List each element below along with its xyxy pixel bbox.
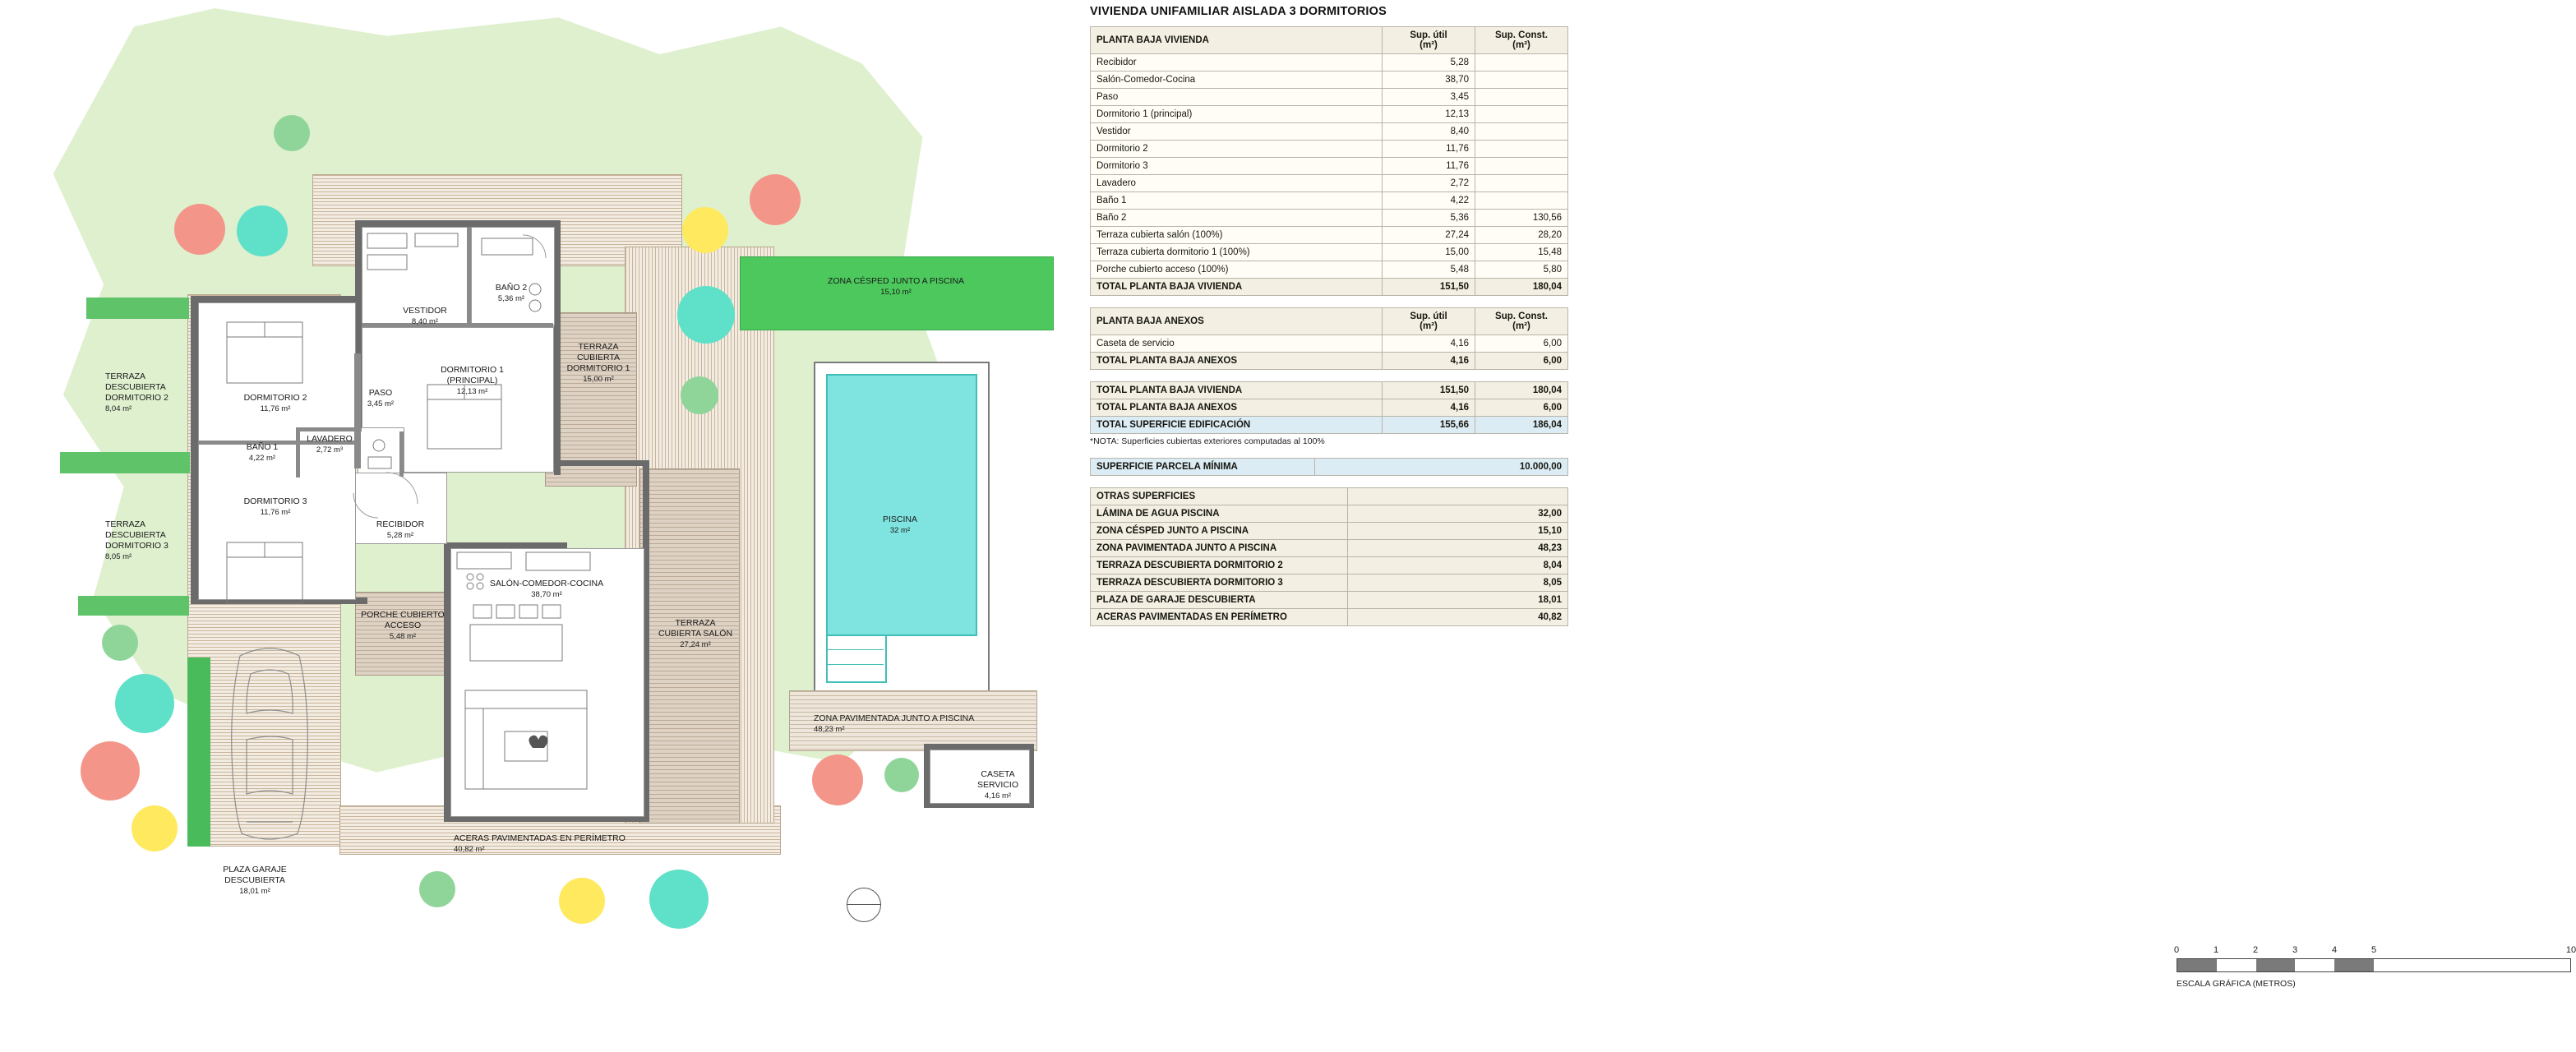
table-row: Recibidor 5,28 [1091, 54, 1568, 72]
label-terraza-descubierta-dormitorio2: TERRAZA DESCUBIERTA DORMITORIO 2 8,04 m² [105, 371, 169, 414]
tree-icon [750, 174, 801, 225]
table-row: TERRAZA DESCUBIERTA DORMITORIO 2 8,04 [1091, 557, 1568, 574]
label-paso: PASO 3,45 m² [367, 388, 395, 409]
table-row: Lavadero 2,72 [1091, 175, 1568, 192]
label-terraza-cubierta-dormitorio1: TERRAZA CUBIERTA DORMITORIO 1 15,00 m² [566, 342, 630, 385]
label-lavadero: LAVADERO 2,72 m³ [307, 434, 353, 455]
table-planta-baja-anexos [1090, 307, 1568, 370]
col-header-util: Sup. útil (m²) [1383, 308, 1475, 335]
graphic-scale [2173, 945, 2576, 989]
pool-steps [826, 634, 887, 683]
tree-icon [681, 376, 718, 414]
label-terraza-descubierta-dormitorio3: TERRAZA DESCUBIERTA DORMITORIO 3 8,05 m² [105, 519, 169, 562]
label-salon: SALÓN-COMEDOR-COCINA 38,70 m² [489, 579, 604, 600]
label-zona-pavimentada: ZONA PAVIMENTADA JUNTO A PISCINA 48,23 m² [814, 713, 975, 735]
table-superficie-parcela [1090, 458, 1568, 476]
table-total-row: TOTAL PLANTA BAJA ANEXOS 4,16 6,00 [1091, 353, 1568, 370]
table-otras-superficies [1090, 487, 1568, 626]
label-plaza-garaje: PLAZA GARAJE DESCUBIERTA 18,01 m² [223, 865, 287, 897]
tree-icon [649, 870, 709, 929]
label-zona-cesped: ZONA CÉSPED JUNTO A PISCINA 15,10 m² [827, 276, 965, 298]
pool-water [826, 374, 977, 636]
table-row: ZONA PAVIMENTADA JUNTO A PISCINA 48,23 [1091, 540, 1568, 557]
table-note: *NOTA: Superficies cubiertas exteriores computadas al 100% [1090, 436, 1325, 446]
table-highlight-row: TOTAL SUPERFICIE EDIFICACIÓN 155,66 186,04 [1091, 417, 1568, 434]
col-header-const: Sup. Const. (m²) [1475, 308, 1568, 335]
label-dormitorio2: DORMITORIO 2 11,76 m² [243, 393, 307, 414]
tree-icon [559, 878, 605, 924]
label-aceras: ACERAS PAVIMENTADAS EN PERÍMETRO 40,82 m² [454, 833, 626, 855]
tree-icon [884, 758, 919, 792]
table-row: LÁMINA DE AGUA PISCINA 32,00 [1091, 505, 1568, 523]
label-terraza-cubierta-salon: TERRAZA CUBIERTA SALÓN 27,24 m² [658, 618, 733, 650]
col-header-concept: PLANTA BAJA ANEXOS [1091, 308, 1383, 335]
surface-tables-panel [1083, 0, 2576, 1052]
tree-icon [81, 741, 140, 801]
table-row: Porche cubierto acceso (100%) 5,48 5,80 [1091, 261, 1568, 279]
table-header-row [1091, 27, 1568, 54]
label-recibidor: RECIBIDOR 5,28 m² [376, 519, 425, 541]
table-row: Paso 3,45 [1091, 89, 1568, 106]
scale-label: ESCALA GRÁFICA (METROS) [2177, 979, 2296, 989]
north-symbol [847, 888, 881, 922]
tree-icon [115, 674, 174, 733]
tree-icon [102, 625, 138, 661]
tree-icon [419, 871, 455, 907]
tree-icon [132, 805, 178, 851]
tree-icon [237, 205, 288, 256]
car-icon [232, 648, 308, 839]
page-title: VIVIENDA UNIFAMILIAR AISLADA 3 DORMITORIOS [1090, 5, 1387, 18]
label-vestidor: VESTIDOR 8,40 m² [403, 306, 447, 327]
table-row: ACERAS PAVIMENTADAS EN PERÍMETRO 40,82 [1091, 609, 1568, 626]
floor-plan-drawing [0, 0, 1077, 1052]
pool-step-2 [826, 649, 884, 651]
label-bano1: BAÑO 1 4,22 m² [246, 442, 279, 464]
tree-icon [174, 204, 225, 255]
table-row: ZONA CÉSPED JUNTO A PISCINA 15,10 [1091, 523, 1568, 540]
pool-step-3 [826, 664, 884, 666]
table-row: TERRAZA DESCUBIERTA DORMITORIO 3 8,05 [1091, 574, 1568, 592]
table-highlight-row: SUPERFICIE PARCELA MÍNIMA 10.000,00 [1091, 459, 1568, 476]
table-planta-baja-vivienda [1090, 26, 1568, 296]
tree-icon [812, 754, 863, 805]
scale-bar [2177, 958, 2571, 972]
tree-icon [677, 286, 735, 344]
table-row: Dormitorio 1 (principal) 12,13 [1091, 106, 1568, 123]
table-row: Terraza cubierta dormitorio 1 (100%) 15,00 15,48 [1091, 244, 1568, 261]
tree-icon [682, 207, 728, 253]
table-total-row: TOTAL PLANTA BAJA ANEXOS 4,16 6,00 [1091, 399, 1568, 417]
table-row: Vestidor 8,40 [1091, 123, 1568, 141]
scale-ticks: 0 1 2 3 4 5 10 [2173, 945, 2576, 955]
table-row: Baño 2 5,36 130,56 [1091, 210, 1568, 227]
table-resumen-totales [1090, 381, 1568, 434]
table-row: Caseta de servicio 4,16 6,00 [1091, 335, 1568, 353]
label-porche: PORCHE CUBIERTO ACCESO 5,48 m² [361, 610, 445, 642]
label-caseta-servicio: CASETA SERVICIO 4,16 m² [977, 769, 1018, 801]
table-row: Terraza cubierta salón (100%) 27,24 28,20 [1091, 227, 1568, 244]
col-header-concept: PLANTA BAJA VIVIENDA [1091, 27, 1383, 54]
table-row: PLAZA DE GARAJE DESCUBIERTA 18,01 [1091, 592, 1568, 609]
table-row: Dormitorio 2 11,76 [1091, 141, 1568, 158]
table-total-row: TOTAL PLANTA BAJA VIVIENDA 151,50 180,04 [1091, 382, 1568, 399]
label-dormitorio1: DORMITORIO 1 (PRINCIPAL) 12,13 m² [441, 365, 504, 397]
label-dormitorio3: DORMITORIO 3 11,76 m² [243, 496, 307, 518]
table-row: Dormitorio 3 11,76 [1091, 158, 1568, 175]
table-header-row: OTRAS SUPERFICIES [1091, 488, 1568, 505]
table-row: Salón-Comedor-Cocina 38,70 [1091, 72, 1568, 89]
table-header-row [1091, 308, 1568, 335]
col-header-const: Sup. Const. (m²) [1475, 27, 1568, 54]
table-row: Baño 1 4,22 [1091, 192, 1568, 210]
label-piscina: PISCINA 32 m² [882, 514, 917, 536]
tree-icon [274, 115, 310, 151]
table-total-row: TOTAL PLANTA BAJA VIVIENDA 151,50 180,04 [1091, 279, 1568, 296]
label-bano2: BAÑO 2 5,36 m² [495, 283, 528, 304]
col-header-util: Sup. útil (m²) [1383, 27, 1475, 54]
